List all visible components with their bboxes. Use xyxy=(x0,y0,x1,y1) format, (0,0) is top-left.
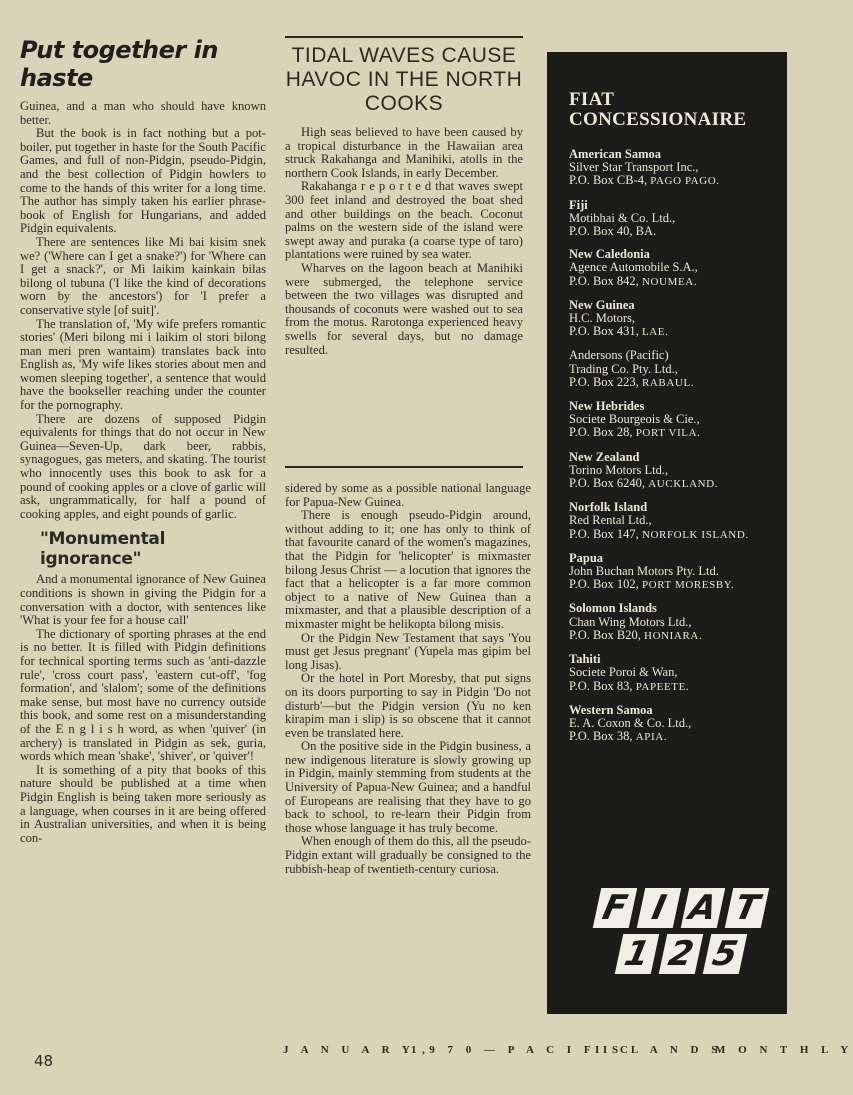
ad-address xyxy=(569,426,784,440)
ad-company: E. A. Coxon & Co. Ltd., xyxy=(569,715,692,730)
footer-year: 1 9 7 0 — P A C I F I C xyxy=(411,1044,633,1056)
ad-country: Fiji xyxy=(569,197,588,212)
logo-digit: 1 xyxy=(615,934,660,974)
ad-city: PORT VILA. xyxy=(635,427,701,440)
fiat-advertisement xyxy=(547,52,787,1014)
ad-address xyxy=(569,376,784,390)
paragraph: sidered by some as a possible national language for Papua-New Guinea. xyxy=(285,481,531,509)
ad-box: P.O. Box 102, xyxy=(569,577,639,592)
concessionaire-entry xyxy=(569,349,784,390)
ad-address xyxy=(569,477,784,491)
ad-city: NORFOLK ISLAND. xyxy=(641,528,749,541)
ad-country: New Caledonia xyxy=(569,247,650,262)
ad-city: RABAUL. xyxy=(641,376,695,389)
ad-box: P.O. Box 842, xyxy=(569,273,639,288)
ad-company: Chan Wing Motors Ltd., xyxy=(569,614,692,629)
ad-address xyxy=(569,325,784,339)
paragraph: Or the hotel in Port Moresby, that put signs on its doors purporting to say in Pidgin 'Do not disturb'—but the Pidgin version (Yu no ken kirapim man i slip) is so obscene that it cannot even be translated here. xyxy=(285,671,531,740)
paragraph: Wharves on the lagoon beach at Manihiki were submerged, the telephone service between the two villages was disrupted and thousands of coconuts were washed out to sea from the motus. Rarotonga experienced heavy swells for several days, but no damage resulted. xyxy=(285,260,523,357)
concessionaire-entry xyxy=(569,704,784,745)
ad-company: Red Rental Ltd., xyxy=(569,513,652,528)
article-headline: Put together in haste xyxy=(20,36,218,92)
footer-monthly: M O N T H L Y xyxy=(715,1044,853,1056)
concessionaire-entry xyxy=(569,148,784,189)
logo-letter: A xyxy=(681,888,726,928)
paragraph: There is enough pseudo-Pidgin around, without adding to it; one has only to think of that favourite canard of the women's magazines, that the Pidgin for 'helicopter' is mixmaster bilong Jesus Christ — a locution that ignores the fact that a helicopter is a far more common object to a native of New Guinea than a mixmaster, and that a plausible description of a mixmaster might be helikopta bilong misis. xyxy=(285,508,531,631)
ad-box: P.O. Box 147, xyxy=(569,526,639,541)
ad-country: Papua xyxy=(569,550,604,565)
ad-company: Societe Poroi & Wan, xyxy=(569,665,678,680)
paragraph: Rakahanga r e p o r t e d that waves swept 300 feet inland and destroyed the boat shed and other buildings on the beach. Coconut palms on the western side of the island were swept away and puraka (a coarse type of taro) plantations were ruined by sea water. xyxy=(285,179,523,262)
running-footer xyxy=(283,1044,853,1062)
ad-title-line: CONCESSIONAIRE xyxy=(569,109,747,130)
paragraph: It is something of a pity that books of this nature should be published at a time when Pidgin English is being taken more seriously as a language, when courses in it are being offered in Australian universities, and when it is being con- xyxy=(20,762,266,845)
concessionaire-entry xyxy=(569,552,784,593)
ad-city: PAGO PAGO. xyxy=(650,175,720,188)
paragraph: On the positive side in the Pidgin business, a new indigenous literature is slowly growing up in Pidgin, mainly stemming from students at the University of Papua-New Guinea; and a handful of Europeans are realising that they have to go back to school, to re-learn their Pidgin from those whose language it has truly become. xyxy=(285,739,531,835)
ad-company: John Buchan Motors Pty. Ltd. xyxy=(569,564,719,579)
ad-box: P.O. Box 223, xyxy=(569,374,639,389)
ad-company: Motibhai & Co. Ltd., xyxy=(569,210,676,225)
ad-city: LAE. xyxy=(641,326,669,339)
ad-country: American Samoa xyxy=(569,147,661,161)
concessionaire-entry xyxy=(569,400,784,441)
footer-islands: I S L A N D S xyxy=(595,1044,723,1056)
paragraph: High seas believed to have been caused by a tropical disturbance in the Hawaiian area struck Rakahanga and Manihiki, atolls in the northern Cook Islands, in early December. xyxy=(285,125,523,180)
concessionaire-entry xyxy=(569,199,784,239)
ad-company: Silver Star Transport Inc., xyxy=(569,160,699,175)
ad-title-line: FIAT xyxy=(569,89,615,110)
paragraph: When enough of them do this, all the pseudo-Pidgin extant will gradually be consigned to the rubbish-heap of twentieth-century curiosa. xyxy=(285,834,531,876)
page-number: 48 xyxy=(34,1052,54,1070)
paragraph: There are sentences like Mi bai kisim snek we? ('Where can I get a snake?') for 'Where can I get a snack?', or Mi laikim kainkain bilas bilong ol tubuna ('I like the kind of decorations worn by the ancestors') for 'I prefer a conservative style [of suit]'. xyxy=(20,234,266,317)
article-headline: TIDAL WAVES CAUSE HAVOC IN THE NORTH COOKS xyxy=(285,44,523,115)
subheading: "Monumental ignorance" xyxy=(40,529,166,570)
ad-company: Agence Automobile S.A., xyxy=(569,260,698,275)
paragraph: The translation of, 'My wife prefers romantic stories' (Meri bilong mi i laikim ol stori bilong man meri pren wantaim) translates back into English as, 'My wife likes stories about men and women sleeping together', a sentence that would have the bookseller reaching under the counter for the pornography. xyxy=(20,316,266,413)
ad-title xyxy=(569,90,746,130)
ad-company: Trading Co. Pty. Ltd., xyxy=(569,361,678,376)
ad-address xyxy=(569,174,784,188)
paragraph: But the book is in fact nothing but a pot-boiler, put together in haste for the South Pacific Games, and full of non-Pidgin, pseudo-Pidgin, and the best collection of Pidgin howlers to come to the hands of this writer for a long time. The author has simply taken his earlier phrase-book of English for Hungarians, and added Pidgin equivalents. xyxy=(20,126,266,236)
ad-address xyxy=(569,578,784,592)
ad-company: Torino Motors Ltd., xyxy=(569,462,669,477)
ad-city: APIA. xyxy=(635,731,668,744)
top-rule xyxy=(285,36,523,38)
ad-address xyxy=(569,275,784,289)
divider-rule xyxy=(285,466,523,468)
ad-country: Western Samoa xyxy=(569,702,653,717)
ad-city: AUCKLAND. xyxy=(648,478,719,491)
ad-city: NOUMEA. xyxy=(641,275,698,288)
ad-box: P.O. Box CB-4, xyxy=(569,173,648,188)
paragraph: And a monumental ignorance of New Guinea conditions is shown in giving the Pidgin for a conversation with a doctor, with sentences like 'What is your fee for a house call' xyxy=(20,572,266,628)
ad-company: H.C. Motors, xyxy=(569,311,635,326)
ad-address xyxy=(569,680,784,694)
ad-city: HONIARA. xyxy=(644,629,703,642)
ad-box: P.O. Box 431, xyxy=(569,324,639,339)
ad-city: PORT MORESBY. xyxy=(641,579,735,592)
logo-letter: I xyxy=(637,888,682,928)
concessionaire-entry xyxy=(569,451,784,492)
ad-address xyxy=(569,730,784,744)
logo-digit: 5 xyxy=(703,934,748,974)
ad-company: Andersons (Pacific) xyxy=(569,348,669,363)
paragraph: Guinea, and a man who should have known better. xyxy=(20,99,266,127)
ad-city: PAPEETE. xyxy=(635,680,690,693)
paragraph: There are dozens of supposed Pidgin equivalents for things that do not occur in New Guinea—Seven-Up, dark beer, rabbis, synagogues, gas meters, and skating. The tourist who innocently uses this book to ask for a pound of cooking apples or a clove of garlic will ask, ungrammatically, for half a pound of cooking apples, and eight pounds of garlic. xyxy=(20,411,266,521)
footer-date: J A N U A R Y , xyxy=(283,1044,430,1056)
logo-letter: F xyxy=(593,888,638,928)
concessionaire-entry xyxy=(569,248,784,289)
ad-box: P.O. Box 83, xyxy=(569,678,633,693)
ad-country: New Zealand xyxy=(569,449,640,464)
logo-digit: 2 xyxy=(659,934,704,974)
concessionaire-entry xyxy=(569,653,784,694)
ad-address xyxy=(569,629,784,643)
concessionaire-entry xyxy=(569,602,784,643)
ad-box: P.O. Box 28, xyxy=(569,425,633,440)
article-tidal-waves xyxy=(285,36,523,357)
ad-box: P.O. Box 38, xyxy=(569,729,633,744)
ad-box: P.O. Box B20, xyxy=(569,627,641,642)
concessionaire-list xyxy=(569,148,784,754)
ad-box: P.O. Box 6240, xyxy=(569,476,646,491)
ad-country: Tahiti xyxy=(569,652,601,667)
article-continuation xyxy=(285,482,531,876)
article-put-together-column xyxy=(20,36,266,845)
paragraph: The dictionary of sporting phrases at the end is no better. It is filled with Pidgin definitions for technical sporting terms such as 'anti-dazzle rule', 'cross court pass', 'eastern cut-off', 'fog formation', and 'slalom'; some of the definitions make sense, but most have no currency outside this book, and some rest on a misunderstanding of the E n g l i s h word, as when 'quiver' (in archery) is translated in Pidgin as sek, guria, words which mean 'shake', 'shiver', or 'quiver'! xyxy=(20,626,266,764)
logo-letter: T xyxy=(725,888,770,928)
fiat-125-logo xyxy=(597,888,797,1008)
concessionaire-entry xyxy=(569,299,784,340)
ad-address xyxy=(569,528,784,542)
paragraph: Or the Pidgin New Testament that says 'You must get Jesus pregnant' (Yupela mas gipim bel long Jisas). xyxy=(285,630,531,672)
ad-company: Societe Bourgeois & Cie., xyxy=(569,412,700,427)
ad-country: New Guinea xyxy=(569,297,635,312)
ad-country: New Hebrides xyxy=(569,399,645,414)
ad-country: Norfolk Island xyxy=(569,500,648,515)
ad-address: P.O. Box 40, BA. xyxy=(569,224,657,239)
ad-country: Solomon Islands xyxy=(569,601,657,616)
concessionaire-entry xyxy=(569,501,784,542)
